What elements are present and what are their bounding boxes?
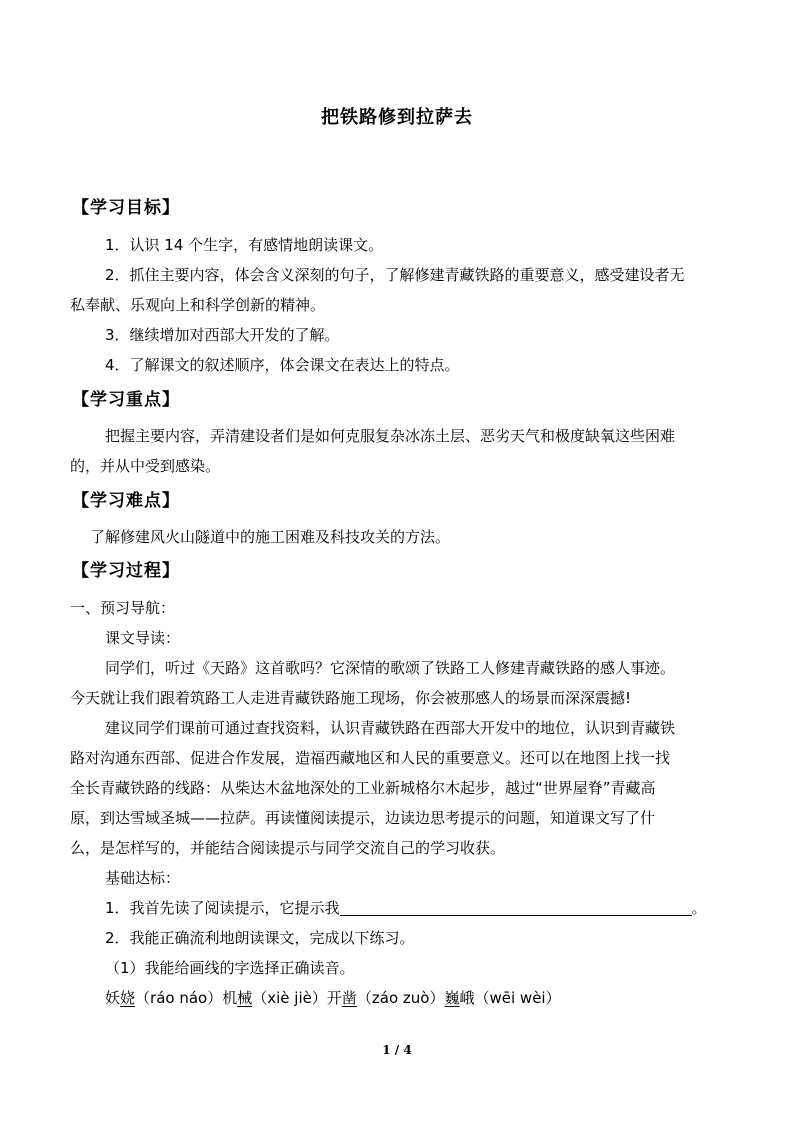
underlined-char: 娆 bbox=[120, 989, 136, 1007]
pinyin-options: （wēi wèi） bbox=[474, 989, 561, 1007]
pinyin-options: （záo zuò） bbox=[356, 989, 445, 1007]
question-2-1: （1）我能给画线的字选择正确读音。 bbox=[105, 959, 355, 977]
focus-line-2: 的，并从中受到感染。 bbox=[70, 457, 221, 475]
exercise-char: 开 bbox=[326, 989, 342, 1007]
paragraph-line: 么，是怎样写的，并能结合阅读提示与同学交流自己的学习收获。 bbox=[70, 839, 506, 857]
exercise-char: 妖 bbox=[105, 989, 121, 1007]
exercise-char: 峨 bbox=[459, 989, 475, 1007]
paragraph-line: 建议同学们课前可通过查找资料，认识青藏铁路在西部大开发中的地位，认识到青藏铁 bbox=[105, 719, 676, 737]
paragraph-line: 同学们，听过《天路》这首歌吗？它深情的歌颂了铁路工人修建青藏铁路的感人事迹。 bbox=[105, 659, 676, 677]
paragraph-line: 路对沟通东西部、促进合作发展，造福西藏地区和人民的重要意义。还可以在地图上找一找 bbox=[70, 749, 671, 767]
exercise-char: 机 bbox=[222, 989, 238, 1007]
section-heading-difficulty: 【学习难点】 bbox=[72, 491, 180, 511]
underlined-char: 巍 bbox=[444, 989, 460, 1007]
goal-item-1: 1．认识 14 个生字，有感情地朗读课文。 bbox=[105, 236, 384, 254]
pinyin-options: （ráo náo） bbox=[135, 989, 223, 1007]
underlined-char: 凿 bbox=[341, 989, 357, 1007]
pinyin-options: （xiè jiè） bbox=[252, 989, 327, 1007]
goal-item-4: 4．了解课文的叙述顺序，体会课文在表达上的特点。 bbox=[105, 356, 460, 374]
goal-item-2: 2．抓住主要内容，体会含义深刻的句子，了解修建青藏铁路的重要意义，感受建设者无 bbox=[105, 266, 685, 284]
paragraph-line: 原，到达雪域圣城——拉萨。再读懂阅读提示，边读边思考提示的问题，知道课文写了什 bbox=[70, 809, 656, 827]
paragraph-line: 全长青藏铁路的线路：从柴达木盆地深处的工业新城格尔木起步，越过“世界屋脊”青藏高 bbox=[70, 779, 656, 797]
question-1 bbox=[105, 897, 707, 918]
part-heading: 一、预习导航： bbox=[70, 599, 176, 617]
focus-line-1: 把握主要内容，弄清建设者们是如何克服复杂冰冻土层、恶劣天气和极度缺氧这些困难 bbox=[105, 427, 676, 445]
section-heading-focus: 【学习重点】 bbox=[72, 390, 180, 410]
goal-item-3: 3．继续增加对西部大开发的了解。 bbox=[105, 326, 340, 344]
guide-heading: 课文导读： bbox=[105, 629, 181, 647]
section-heading-process: 【学习过程】 bbox=[72, 561, 180, 581]
section-heading-goals: 【学习目标】 bbox=[72, 198, 180, 218]
difficulty-text: 了解修建风火山隧道中的施工困难及科技攻关的方法。 bbox=[90, 528, 451, 546]
pinyin-exercise bbox=[105, 987, 561, 1008]
question-1-text: 1．我首先读了阅读提示，它提示我 bbox=[105, 899, 340, 917]
underlined-char: 械 bbox=[237, 989, 253, 1007]
paragraph-line: 今天就让我们跟着筑路工人走进青藏铁路施工现场，你会被那感人的场景而深深震撼! bbox=[70, 689, 632, 707]
question-1-end: 。 bbox=[691, 899, 707, 917]
document-title: 把铁路修到拉萨去 bbox=[321, 107, 473, 128]
basics-heading: 基础达标： bbox=[105, 869, 181, 887]
page-number: 1 / 4 bbox=[382, 1043, 412, 1057]
answer-blank[interactable] bbox=[340, 899, 692, 916]
question-2: 2．我能正确流利地朗读课文，完成以下练习。 bbox=[105, 929, 415, 947]
goal-item-2-cont: 私奉献、乐观向上和科学创新的精神。 bbox=[70, 296, 326, 314]
